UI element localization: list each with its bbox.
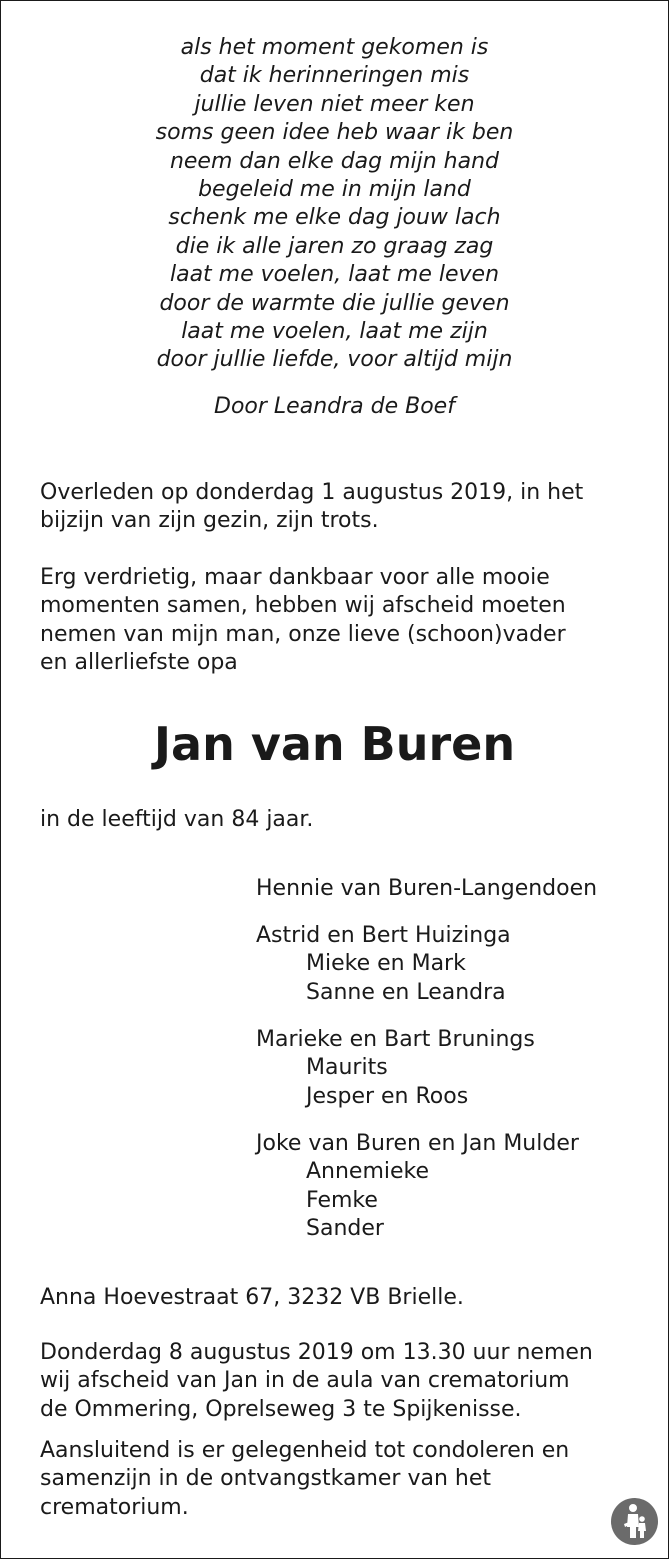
poem-line: door jullie liefde, voor altijd mijn <box>156 347 513 373</box>
deceased-name: Jan van Buren <box>153 717 516 771</box>
farewell-line: en allerliefste opa <box>40 649 238 675</box>
farewell-line: Erg verdrietig, maar dankbaar voor alle mooie <box>40 565 550 590</box>
death-notice-line: Overleden op donderdag 1 augustus 2019, in het <box>40 480 584 505</box>
family-child: Sander <box>306 1216 384 1241</box>
family-child: Mieke en Mark <box>306 951 466 976</box>
poem <box>0 34 669 375</box>
farewell-line: nemen van mijn man, onze lieve (schoon)vader <box>40 621 566 647</box>
family-spouse: Hennie van Buren-Langendoen <box>256 876 598 901</box>
family-parents: Astrid en Bert Huizinga <box>256 923 511 948</box>
poem-line: laat me voelen, laat me zijn <box>181 319 488 345</box>
condolence-line: crematorium. <box>40 1494 189 1520</box>
poem-line: jullie leven niet meer ken <box>194 91 475 117</box>
family-child: Jesper en Roos <box>306 1084 469 1109</box>
ceremony-line: Donderdag 8 augustus 2019 om 13.30 uur nemen <box>40 1340 593 1365</box>
family-parents: Marieke en Bart Brunings <box>256 1027 535 1052</box>
poem-line: door de warmte die jullie geven <box>159 290 510 316</box>
ceremony-line: de Ommering, Oprelseweg 3 te Spijkenisse. <box>40 1396 522 1422</box>
ceremony-line: wij afscheid van Jan in de aula van crematorium <box>40 1368 570 1394</box>
poem-line: schenk me elke dag jouw lach <box>168 205 501 231</box>
poem-line: soms geen idee heb waar ik ben <box>155 120 514 146</box>
poem-line: begeleid me in mijn land <box>198 177 471 203</box>
family-parents: Joke van Buren en Jan Mulder <box>256 1131 579 1156</box>
poem-line: laat me voelen, laat me leven <box>169 262 500 288</box>
age-line: in de leeftijd van 84 jaar. <box>40 807 314 832</box>
address: Anna Hoevestraat 67, 3232 VB Brielle. <box>40 1285 464 1310</box>
death-notice <box>40 479 583 536</box>
family-child: Femke <box>306 1188 378 1213</box>
poem-line: die ik alle jaren zo graag zag <box>175 233 494 259</box>
family-child: Annemieke <box>306 1159 430 1184</box>
condolence-line: Aansluitend is er gelegenheid tot condoleren en <box>40 1438 570 1463</box>
poem-author: Door Leandra de Boef <box>214 394 455 419</box>
death-notice-line: bijzijn van zijn gezin, zijn trots. <box>40 508 379 534</box>
family-child: Maurits <box>306 1055 388 1080</box>
farewell-line: momenten samen, hebben wij afscheid moeten <box>40 593 566 619</box>
condolence-paragraph <box>40 1437 569 1522</box>
family-child: Sanne en Leandra <box>306 980 506 1005</box>
poem-line: dat ik herinneringen mis <box>199 63 470 89</box>
funeral-figures-logo-icon <box>611 1498 658 1545</box>
poem-line: als het moment gekomen is <box>180 35 489 60</box>
condolence-line: samenzijn in de ontvangstkamer van het <box>40 1466 492 1492</box>
poem-line: neem dan elke dag mijn hand <box>169 148 500 174</box>
farewell-paragraph <box>40 564 566 677</box>
ceremony-paragraph <box>40 1339 593 1424</box>
